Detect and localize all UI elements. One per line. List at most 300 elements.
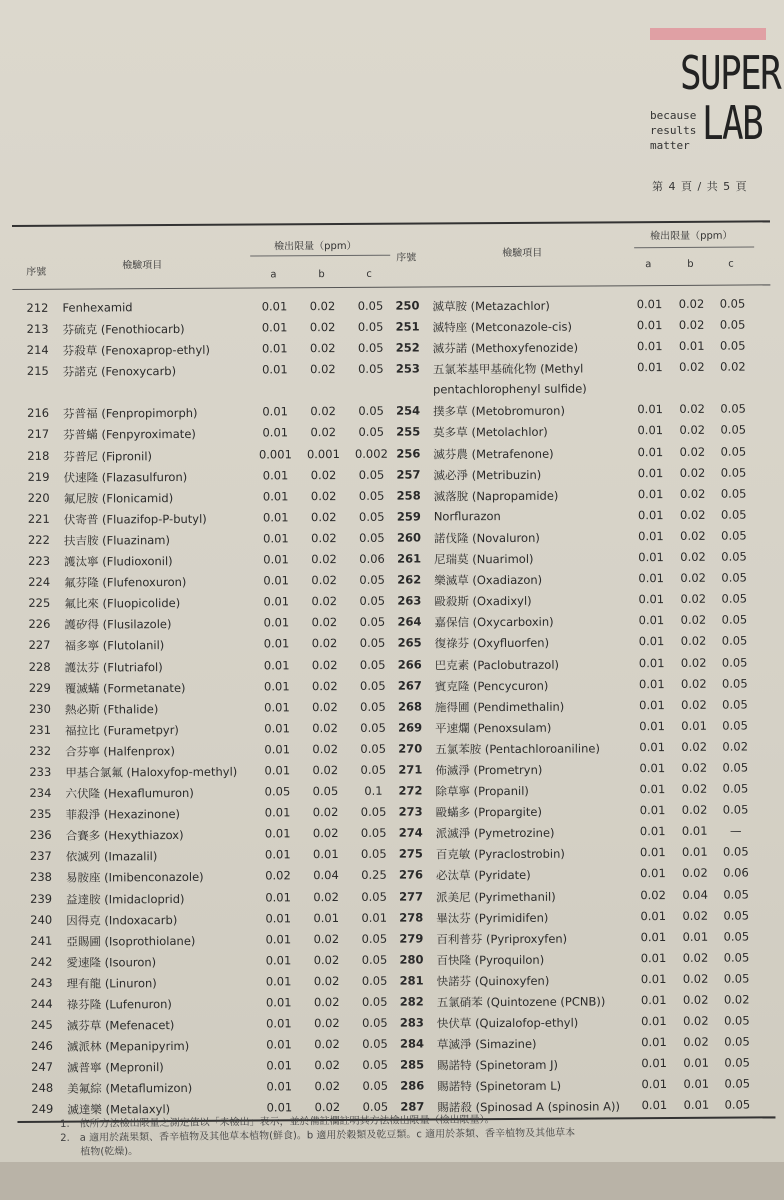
limit-a: 0.01 xyxy=(637,444,664,459)
row-number: 282 xyxy=(399,994,424,1009)
pesticide-name: 六伏隆 (Hexaflumuron) xyxy=(65,785,194,801)
limit-c: 0.05 xyxy=(720,486,747,501)
header-b: b xyxy=(318,269,325,281)
header-a-2: a xyxy=(645,259,652,271)
limit-c: 0.05 xyxy=(359,678,386,693)
limit-a: 0.01 xyxy=(266,1037,292,1052)
logo-tagline xyxy=(650,108,696,153)
logo-accent-bar xyxy=(650,28,766,40)
limit-c: 0.05 xyxy=(359,657,386,672)
row-number: 251 xyxy=(395,319,420,334)
row-number: 241 xyxy=(30,933,53,948)
pesticide-name: 派美尼 (Pyrimethanil) xyxy=(436,889,556,904)
footnotes xyxy=(60,1111,720,1160)
limit-c: 0.002 xyxy=(354,446,388,461)
row-number: 250 xyxy=(395,298,420,313)
pesticide-name: 滅草胺 (Metazachlor) xyxy=(432,298,550,314)
limit-b: 0.02 xyxy=(314,1079,341,1094)
limit-b: 0.02 xyxy=(310,467,337,482)
pesticide-name: 護汰寧 (Fludioxonil) xyxy=(64,554,173,569)
limit-b: 0.02 xyxy=(683,1034,709,1050)
limit-a: 0.01 xyxy=(640,950,667,965)
limit-c: 0.05 xyxy=(723,929,750,944)
limit-a: 0.01 xyxy=(262,404,288,419)
limit-a: 0.01 xyxy=(261,299,288,314)
limit-c: 0.25 xyxy=(361,868,387,883)
row-number: 280 xyxy=(399,952,424,967)
limit-b: 0.02 xyxy=(683,1013,709,1029)
row-number: 230 xyxy=(28,701,51,716)
limit-c: 0.05 xyxy=(721,655,748,670)
limit-c: 0.05 xyxy=(361,931,388,946)
row-number: 216 xyxy=(27,406,50,421)
limit-b: 0.01 xyxy=(683,1098,710,1113)
row-number: 259 xyxy=(396,509,421,524)
limit-c: 0.05 xyxy=(722,697,748,712)
limit-b: 0.02 xyxy=(313,973,340,989)
pesticide-name: 畢汰芬 (Pyrimidifen) xyxy=(436,910,549,926)
limit-a: 0.01 xyxy=(264,721,290,736)
table-header xyxy=(12,222,770,289)
limit-c: 0.02 xyxy=(723,992,750,1007)
limit-b: 0.02 xyxy=(312,741,339,757)
limit-a: 0.01 xyxy=(638,571,665,586)
limit-c: 0.05 xyxy=(720,422,747,438)
row-number: 274 xyxy=(398,825,423,840)
limit-c: 0.05 xyxy=(721,570,748,585)
pesticide-name: 覆滅蟎 (Formetanate) xyxy=(64,680,186,696)
row-number: 222 xyxy=(27,532,50,547)
pesticide-name: 扶吉胺 (Fluazinam) xyxy=(63,532,171,548)
limit-a: 0.01 xyxy=(639,718,665,733)
limit-c: 0.05 xyxy=(722,781,749,796)
limit-b: 0.02 xyxy=(679,402,705,417)
limit-a: 0.01 xyxy=(638,528,664,544)
row-number: 269 xyxy=(398,720,423,735)
limit-a: 0.01 xyxy=(640,908,667,923)
limit-b: 0.02 xyxy=(679,360,705,375)
limit-c: 0.05 xyxy=(723,887,749,902)
pesticide-name: 護汰芬 (Flutriafol) xyxy=(64,659,163,675)
limit-b: 0.02 xyxy=(311,594,338,609)
limit-a: 0.01 xyxy=(265,995,292,1010)
limit-c: 0.05 xyxy=(357,298,384,313)
page-edge-shadow xyxy=(0,1162,784,1200)
row-number: 277 xyxy=(399,889,424,904)
row-number: 266 xyxy=(397,657,422,672)
limit-c: 0.05 xyxy=(362,1079,389,1094)
limit-b: 0.02 xyxy=(310,404,336,419)
limit-c: 0.05 xyxy=(359,636,386,651)
limit-b: 0.02 xyxy=(679,486,706,501)
limit-b: 0.02 xyxy=(680,549,706,564)
pesticide-name: 五氯苯胺 (Pentachloroaniline) xyxy=(435,741,600,757)
limit-c: 0.05 xyxy=(723,908,750,923)
limit-b: 0.02 xyxy=(314,1058,340,1073)
limit-b: 0.01 xyxy=(681,824,708,839)
pesticide-name: 芬普蟎 (Fenpyroximate) xyxy=(63,427,196,443)
limit-b: 0.02 xyxy=(311,615,338,630)
pesticide-name: 滅芬農 (Metrafenone) xyxy=(433,446,554,461)
limit-c: 0.05 xyxy=(720,401,746,417)
pesticide-name: 合賽多 (Hexythiazox) xyxy=(65,828,184,843)
limit-a: 0.001 xyxy=(258,446,292,462)
row-number: 272 xyxy=(398,783,423,798)
header-limit: 檢出限量（ppm） xyxy=(274,240,357,253)
limit-b: 0.02 xyxy=(681,760,708,775)
limit-a: 0.01 xyxy=(263,552,289,567)
pesticide-name: 賓克隆 (Pencycuron) xyxy=(434,678,549,694)
header-b-2: b xyxy=(687,258,694,270)
row-number: 239 xyxy=(30,891,53,906)
limit-c: 0.05 xyxy=(358,425,385,440)
row-number: 263 xyxy=(397,593,422,608)
logo-tagline-line: matter xyxy=(650,139,690,152)
row-number: 246 xyxy=(30,1038,54,1054)
row-number: 238 xyxy=(29,870,52,885)
row-number: 265 xyxy=(397,635,422,651)
footnote-line: 植物(乾燥)。 xyxy=(60,1146,139,1158)
limit-c: 0.05 xyxy=(361,952,388,967)
limit-a: 0.01 xyxy=(638,634,665,649)
limit-a: 0.01 xyxy=(639,803,666,818)
limit-b: 0.02 xyxy=(310,362,336,377)
row-number: 249 xyxy=(31,1102,54,1117)
limit-c: — xyxy=(729,823,742,838)
limit-a: 0.01 xyxy=(265,974,292,989)
pesticide-name: Norflurazon xyxy=(433,508,501,524)
limit-a: 0.01 xyxy=(639,824,666,839)
limit-c: 0.05 xyxy=(721,591,748,606)
limit-c: 0.05 xyxy=(359,593,386,609)
pesticide-name: 毆蟎多 (Propargite) xyxy=(435,804,542,820)
limit-c: 0.05 xyxy=(722,802,749,817)
limit-a: 0.01 xyxy=(637,402,663,417)
pesticide-name: Fenhexamid xyxy=(62,300,133,315)
row-number: 271 xyxy=(398,762,423,777)
row-number: 278 xyxy=(399,910,424,925)
limit-c: 0.05 xyxy=(723,950,750,965)
limit-c: 0.05 xyxy=(360,847,387,862)
row-number: 286 xyxy=(400,1078,425,1094)
limit-a: 0.01 xyxy=(638,655,665,670)
pesticide-name: 滅派林 (Mepanipyrim) xyxy=(66,1039,190,1054)
limit-b: 0.02 xyxy=(314,1100,341,1115)
header-a: a xyxy=(270,269,277,281)
limit-a: 0.01 xyxy=(637,465,664,480)
limit-b: 0.02 xyxy=(680,676,707,691)
limit-b: 0.02 xyxy=(680,613,707,628)
pesticide-name: 嘉保信 (Oxycarboxin) xyxy=(434,615,554,630)
limit-c: 0.05 xyxy=(358,404,384,419)
limit-b: 0.02 xyxy=(682,971,709,986)
limit-a: 0.01 xyxy=(261,320,288,335)
limit-a: 0.01 xyxy=(263,531,289,546)
limit-b: 0.02 xyxy=(313,889,339,904)
pesticide-name: 福多寧 (Flutolanil) xyxy=(64,638,165,654)
pesticide-name-continuation: pentachlorophenyl sulfide) xyxy=(432,381,587,397)
pesticide-name: 必汰草 (Pyridate) xyxy=(435,868,531,883)
row-number: 273 xyxy=(398,804,423,819)
row-number: 233 xyxy=(29,764,52,779)
limit-b: 0.02 xyxy=(681,802,708,818)
limit-b: 0.02 xyxy=(313,931,340,946)
row-number: 219 xyxy=(27,469,50,484)
row-number: 215 xyxy=(26,364,49,379)
pesticide-name: 熱必斯 (Fthalide) xyxy=(64,701,159,717)
limit-c: 0.05 xyxy=(724,1076,751,1092)
limit-c: 0.05 xyxy=(719,317,746,332)
limit-c: 0.05 xyxy=(721,549,747,564)
limit-b: 0.02 xyxy=(313,995,340,1010)
pesticide-name: 快伏草 (Quizalofop-ethyl) xyxy=(436,1015,579,1031)
row-number: 224 xyxy=(28,574,51,590)
limit-b: 0.02 xyxy=(680,634,707,649)
limit-b: 0.02 xyxy=(680,570,707,586)
logo-tagline-line: because xyxy=(650,109,697,122)
limit-a: 0.01 xyxy=(263,573,290,588)
limit-c: 0.02 xyxy=(720,359,746,374)
header-no-2: 序號 xyxy=(396,252,417,264)
pesticide-name: 護矽得 (Flusilazole) xyxy=(64,617,172,632)
row-number: 260 xyxy=(396,530,421,545)
limit-a: 0.01 xyxy=(641,1098,668,1113)
pesticide-name: 氟比來 (Fluopicolide) xyxy=(64,596,181,611)
limit-b: 0.02 xyxy=(314,1037,340,1052)
row-number: 248 xyxy=(31,1081,54,1096)
limit-a: 0.01 xyxy=(638,613,665,628)
limit-c: 0.05 xyxy=(362,1100,389,1115)
row-number: 237 xyxy=(29,849,52,864)
limit-a: 0.01 xyxy=(266,1100,293,1115)
limit-c: 0.05 xyxy=(360,762,387,777)
row-number: 244 xyxy=(30,996,53,1011)
limit-a: 0.01 xyxy=(264,826,291,841)
limit-a: 0.01 xyxy=(639,760,666,776)
limit-c: 0.05 xyxy=(359,615,386,630)
row-number: 279 xyxy=(399,931,424,946)
limit-a: 0.01 xyxy=(265,910,292,926)
header-sub-rule xyxy=(250,255,390,257)
limit-a: 0.01 xyxy=(264,742,291,757)
limit-a: 0.01 xyxy=(636,339,663,354)
limit-b: 0.01 xyxy=(678,338,705,354)
limit-b: 0.02 xyxy=(681,739,708,754)
pesticide-name: 莫多草 (Metolachlor) xyxy=(433,425,548,440)
limit-a: 0.01 xyxy=(266,1016,292,1031)
limit-a: 0.01 xyxy=(262,510,289,525)
pesticide-name: 派滅淨 (Pymetrozine) xyxy=(435,825,555,841)
limit-a: 0.01 xyxy=(641,1077,668,1092)
pesticide-name: 賜諾特 (Spinetoram L) xyxy=(437,1079,562,1094)
pesticide-name: 復祿芬 (Oxyfluorfen) xyxy=(434,636,550,651)
limit-b: 0.02 xyxy=(679,444,706,459)
limit-c: 0.06 xyxy=(359,551,385,566)
limit-a: 0.01 xyxy=(641,1014,667,1029)
limit-a: 0.01 xyxy=(264,805,291,820)
pesticide-name: 因得克 (Indoxacarb) xyxy=(66,912,178,928)
limit-c: 0.05 xyxy=(720,465,747,480)
limit-c: 0.05 xyxy=(360,825,387,841)
row-number: 229 xyxy=(28,680,51,695)
limit-c: 0.05 xyxy=(359,530,385,545)
row-number: 242 xyxy=(30,954,53,969)
limit-c: 0.05 xyxy=(724,1013,750,1028)
row-number: 228 xyxy=(28,659,51,674)
row-number: 227 xyxy=(28,638,51,653)
pesticide-name: 除草寧 (Propanil) xyxy=(435,783,529,799)
limit-a: 0.01 xyxy=(638,676,665,691)
pesticide-name: 芬普福 (Fenpropimorph) xyxy=(63,406,198,422)
limit-b: 0.02 xyxy=(309,341,336,356)
limit-a: 0.01 xyxy=(640,971,667,987)
pesticide-name: 滅必淨 (Metribuzin) xyxy=(433,467,542,483)
limit-b: 0.02 xyxy=(311,657,338,672)
limit-b: 0.02 xyxy=(679,507,706,522)
limit-b: 0.02 xyxy=(311,636,338,651)
limit-b: 0.02 xyxy=(309,299,336,314)
limit-b: 0.01 xyxy=(681,718,707,733)
pesticide-name: 芬諾克 (Fenoxycarb) xyxy=(62,364,177,379)
pesticide-name: 五氯苯基甲基硫化物 (Methyl xyxy=(432,361,584,377)
page-number: 第 4 頁 / 共 5 頁 xyxy=(652,180,748,193)
limit-a: 0.01 xyxy=(641,1056,667,1071)
limit-a: 0.01 xyxy=(636,297,663,312)
limit-b: 0.01 xyxy=(681,845,708,860)
limit-c: 0.05 xyxy=(357,319,384,334)
row-number: 255 xyxy=(396,424,421,440)
limit-b: 0.01 xyxy=(683,1077,710,1092)
limit-b: 0.02 xyxy=(311,678,338,693)
limit-c: 0.05 xyxy=(361,889,387,904)
logo-lab-text: LAB xyxy=(702,96,763,150)
row-number: 214 xyxy=(26,342,49,358)
pesticide-name: 賜諾殺 (Spinosad A (spinosin A)) xyxy=(437,1099,620,1115)
row-number: 240 xyxy=(30,912,53,927)
limit-c: 0.05 xyxy=(720,444,747,459)
pesticide-name: 芬普尼 (Fipronil) xyxy=(63,448,153,464)
row-number: 217 xyxy=(27,427,50,442)
limit-a: 0.01 xyxy=(638,550,664,565)
pesticide-name: 滅普寧 (Mepronil) xyxy=(67,1060,164,1075)
row-number: 283 xyxy=(399,1015,424,1030)
limit-a: 0.01 xyxy=(639,782,666,797)
limit-c: 0.05 xyxy=(358,467,385,482)
limit-a: 0.01 xyxy=(637,423,664,438)
pesticide-name: 滅達樂 (Metalaxyl) xyxy=(67,1102,171,1118)
limit-c: 0.05 xyxy=(362,1015,388,1030)
limit-c: 0.05 xyxy=(359,572,386,588)
limit-b: 0.02 xyxy=(681,697,707,712)
limit-c: 0.05 xyxy=(723,971,750,986)
limit-b: 0.02 xyxy=(681,781,708,796)
pesticide-name: 撲多草 (Metobromuron) xyxy=(433,404,565,419)
pesticide-name: 百克敏 (Pyraclostrobin) xyxy=(435,846,565,862)
limit-c: 0.05 xyxy=(358,488,385,503)
limit-c: 0.05 xyxy=(360,699,386,714)
limit-b: 0.02 xyxy=(312,805,339,820)
limit-b: 0.02 xyxy=(680,528,706,543)
row-number: 284 xyxy=(399,1036,425,1051)
row-number: 221 xyxy=(27,511,50,526)
row-number: 235 xyxy=(29,806,52,822)
pesticide-name: 菲殺淨 (Hexazinone) xyxy=(65,807,181,822)
limit-a: 0.01 xyxy=(641,1035,667,1050)
row-number: 256 xyxy=(396,446,421,461)
limit-c: 0.05 xyxy=(724,1055,750,1070)
limit-a: 0.05 xyxy=(264,784,291,799)
limit-b: 0.02 xyxy=(312,720,338,735)
pesticide-name: 氟尼胺 (Flonicamid) xyxy=(63,490,174,506)
limit-b: 0.02 xyxy=(311,552,337,567)
limit-c: 0.05 xyxy=(722,760,749,775)
limit-c: 0.1 xyxy=(364,783,383,798)
limit-c: 0.05 xyxy=(721,633,748,649)
pesticide-name: 祿芬隆 (Lufenuron) xyxy=(66,997,172,1012)
limit-b: 0.01 xyxy=(313,910,340,925)
limit-a: 0.01 xyxy=(263,678,290,694)
footnote-line: 1. 依所方法檢出限量之測定值以「未檢出」表示，並於備註欄註明其方法檢出限量（檢出限量）。 xyxy=(60,1114,495,1130)
limit-c: 0.05 xyxy=(360,741,387,756)
pesticide-limits-table xyxy=(12,220,775,1122)
limit-b: 0.02 xyxy=(679,423,706,438)
pesticide-name: 氟芬隆 (Flufenoxuron) xyxy=(64,575,187,590)
pesticide-name: 滅落脫 (Napropamide) xyxy=(433,488,559,504)
row-number: 245 xyxy=(30,1017,53,1032)
pesticide-name: 易胺座 (Imibenconazole) xyxy=(65,870,204,886)
header-item: 檢驗項目 xyxy=(122,260,163,272)
limit-b: 0.02 xyxy=(313,952,340,967)
limit-a: 0.01 xyxy=(265,953,292,968)
header-c-2: c xyxy=(728,258,734,270)
header-item-2: 檢驗項目 xyxy=(502,247,543,260)
row-number: 234 xyxy=(29,785,52,800)
row-number: 243 xyxy=(30,975,53,990)
row-number: 232 xyxy=(29,743,52,758)
limit-c: 0.05 xyxy=(719,338,746,353)
pesticide-name: 滅芬草 (Mefenacet) xyxy=(66,1018,175,1033)
row-number: 218 xyxy=(27,448,50,463)
pesticide-name: 合芬寧 (Halfenprox) xyxy=(65,743,175,759)
limit-c: 0.01 xyxy=(361,910,388,925)
limit-a: 0.01 xyxy=(639,845,666,860)
header-limit-2: 檢出限量（ppm） xyxy=(650,230,733,243)
pesticide-name: 滅特座 (Metconazole-cis) xyxy=(432,319,573,335)
limit-a: 0.01 xyxy=(637,360,663,375)
pesticide-name: 百利普芬 (Pyriproxyfen) xyxy=(436,931,568,947)
limit-c: 0.05 xyxy=(721,612,748,627)
limit-a: 0.01 xyxy=(262,467,289,483)
limit-c: 0.05 xyxy=(362,1058,388,1073)
pesticide-name: 尼瑞莫 (Nuarimol) xyxy=(434,551,534,567)
pesticide-name: 芬硫克 (Fenothiocarb) xyxy=(62,322,185,337)
pesticide-name: 五氯硝苯 (Quintozene (PCNB)) xyxy=(436,994,606,1010)
limit-c: 0.05 xyxy=(361,994,388,1009)
limit-a: 0.01 xyxy=(638,592,665,607)
pesticide-name: 滅芬諾 (Methoxyfenozide) xyxy=(432,340,579,356)
limit-c: 0.05 xyxy=(719,296,746,311)
pesticide-name: 巴克素 (Paclobutrazol) xyxy=(434,657,560,672)
pesticide-name: 快諾芬 (Quinoxyfen) xyxy=(436,973,550,989)
limit-b: 0.02 xyxy=(680,655,707,670)
limit-b: 0.01 xyxy=(683,1056,709,1071)
limit-c: 0.05 xyxy=(722,844,749,860)
pesticide-name: 愛速隆 (Isouron) xyxy=(66,954,157,970)
limit-a: 0.01 xyxy=(640,993,667,1008)
limit-c: 0.05 xyxy=(362,1036,388,1052)
limit-b: 0.02 xyxy=(310,488,337,503)
limit-a: 0.01 xyxy=(263,657,290,672)
